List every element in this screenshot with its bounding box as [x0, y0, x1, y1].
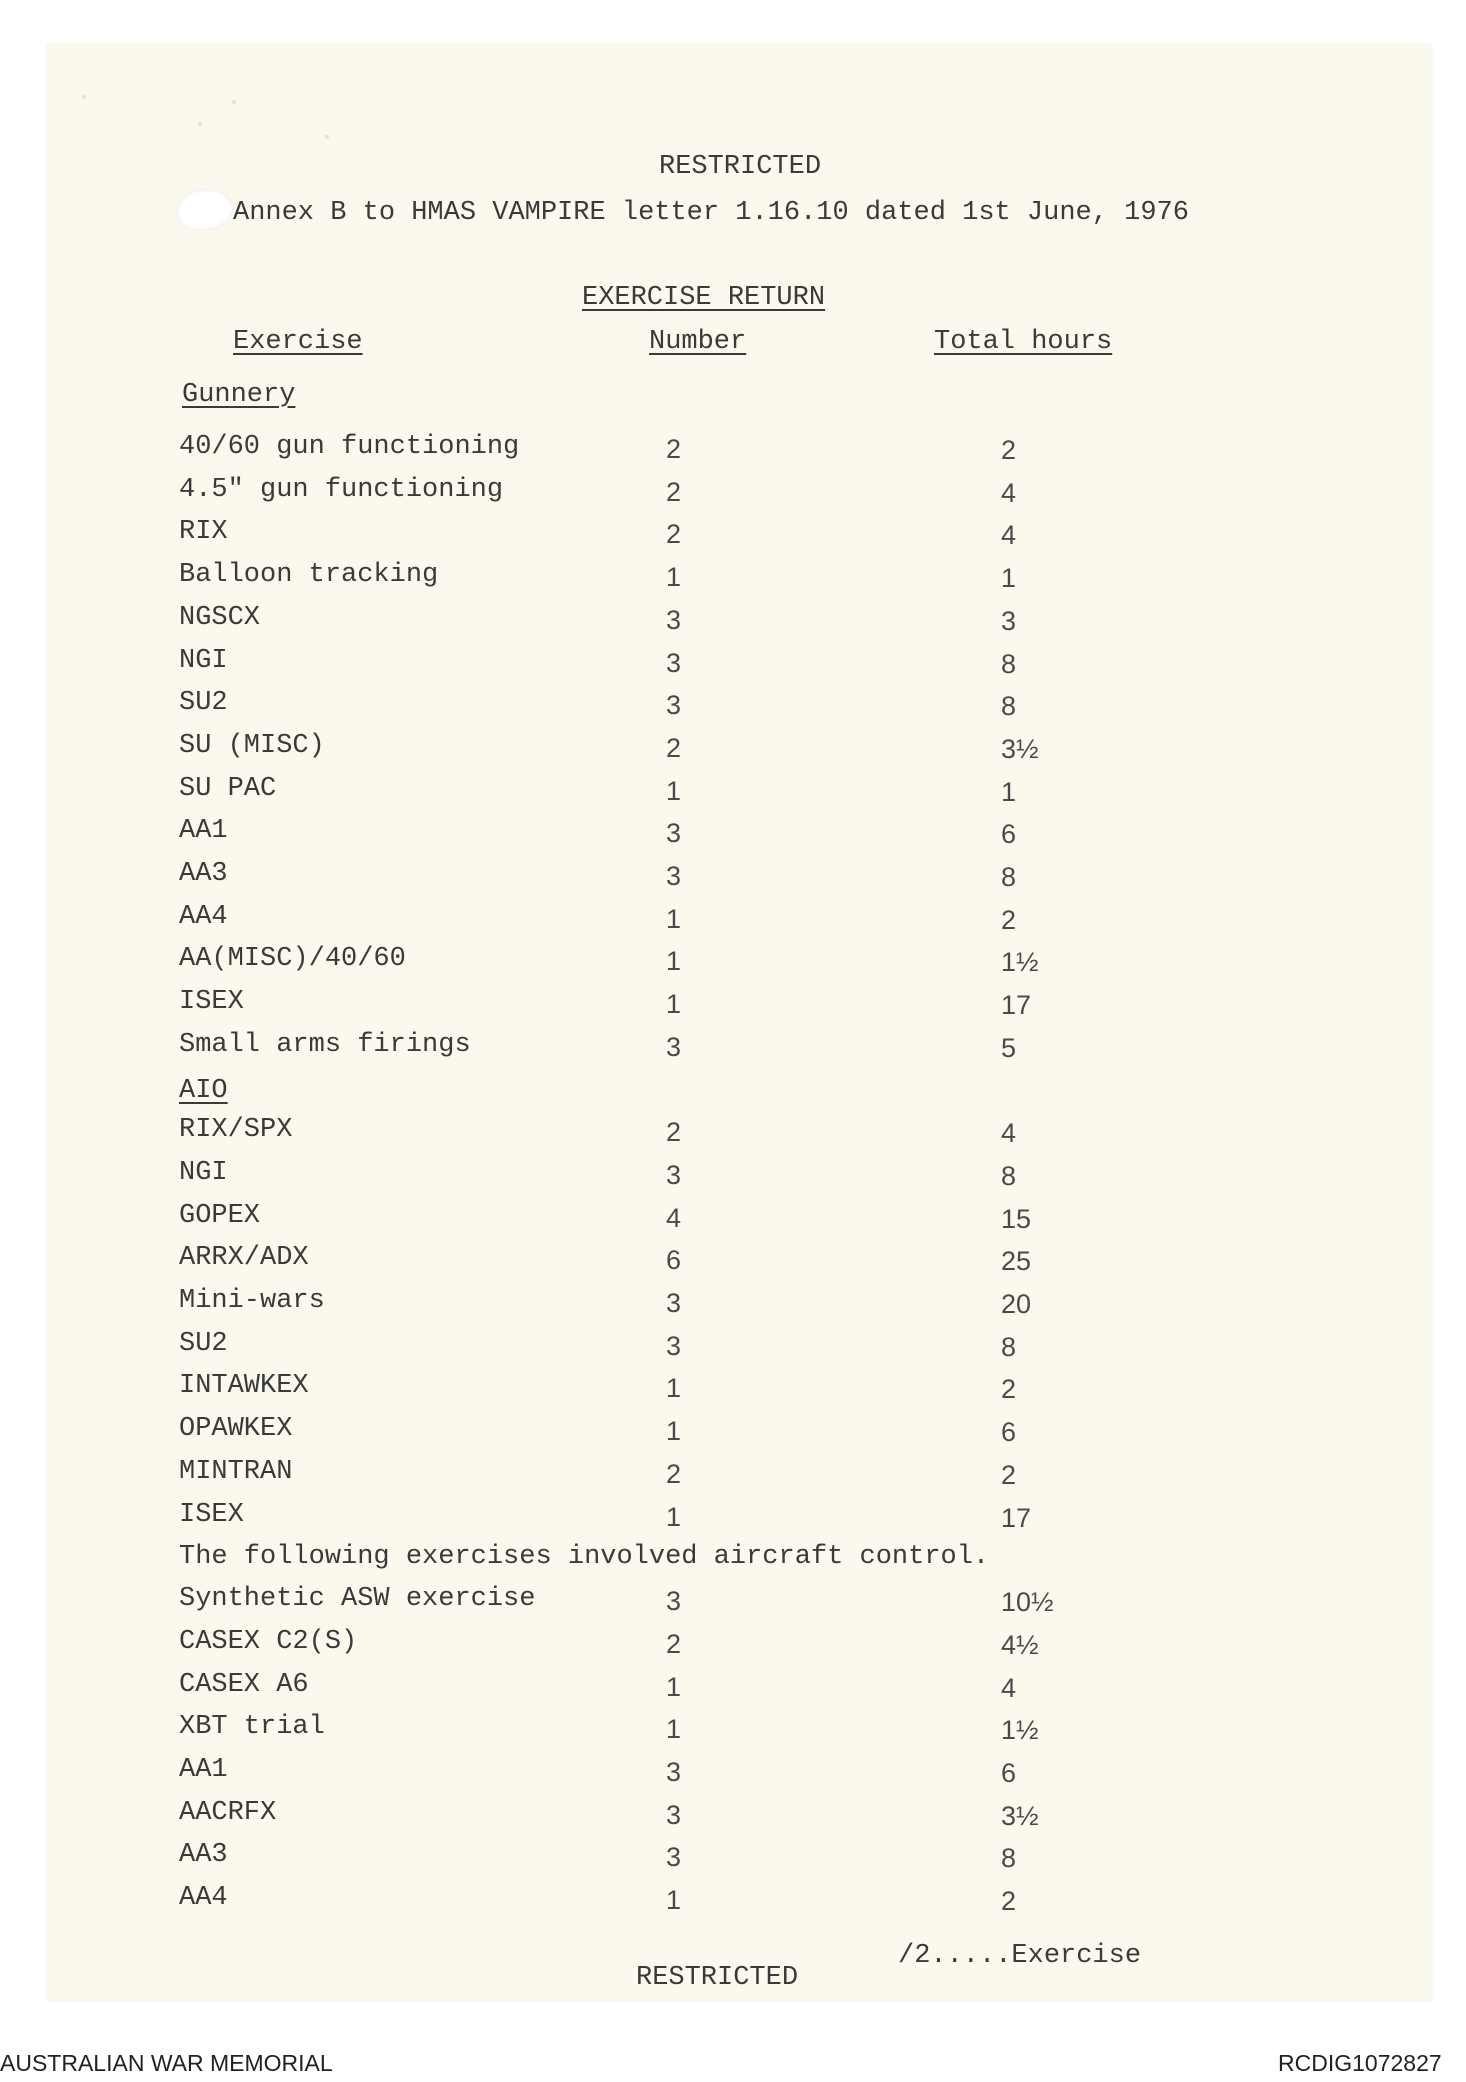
archive-footer-right: RCDIG1072827: [1278, 2050, 1442, 2076]
exercise-name: 4.5" gun functioning: [179, 475, 504, 505]
exercise-hours: 1½: [1001, 1715, 1039, 1745]
exercise-hours: 8: [1001, 1332, 1017, 1362]
exercise-number: 2: [666, 1117, 682, 1147]
exercise-name: CASEX C2(S): [179, 1627, 358, 1657]
column-header-exercise: Exercise: [233, 327, 363, 357]
exercise-name: AA3: [179, 1840, 228, 1870]
section-heading: AIO: [179, 1076, 228, 1106]
exercise-hours: 8: [1001, 862, 1017, 892]
exercise-number: 3: [666, 818, 682, 848]
exercise-number: 3: [666, 1586, 682, 1616]
exercise-name: INTAWKEX: [179, 1371, 309, 1401]
exercise-hours: 8: [1001, 691, 1017, 721]
exercise-name: AA1: [179, 1755, 228, 1785]
exercise-number: 1: [666, 1714, 682, 1744]
exercise-name: ISEX: [179, 1500, 244, 1530]
exercise-name: OPAWKEX: [179, 1414, 293, 1444]
exercise-number: 2: [666, 434, 682, 464]
punch-hole: [177, 189, 233, 231]
exercise-number: 1: [666, 1502, 682, 1532]
exercise-number: 1: [666, 904, 682, 934]
exercise-number: 3: [666, 1160, 682, 1190]
exercise-name: CASEX A6: [179, 1670, 309, 1700]
exercise-hours: 17: [1001, 990, 1032, 1020]
continuation-note: /2.....Exercise: [898, 1941, 1142, 1971]
exercise-name: GOPEX: [179, 1201, 261, 1231]
exercise-hours: 1: [1001, 563, 1017, 593]
exercise-number: 3: [666, 1800, 682, 1830]
exercise-name: Small arms firings: [179, 1030, 471, 1060]
exercise-hours: 4: [1001, 478, 1017, 508]
exercise-name: AA1: [179, 816, 228, 846]
exercise-hours: 4½: [1001, 1630, 1039, 1660]
exercise-hours: 3½: [1001, 734, 1039, 764]
exercise-name: AA4: [179, 1883, 228, 1913]
exercise-number: 6: [666, 1245, 682, 1275]
page-title: EXERCISE RETURN: [582, 283, 826, 313]
archive-footer-left: AUSTRALIAN WAR MEMORIAL: [0, 2050, 333, 2076]
exercise-hours: 17: [1001, 1503, 1032, 1533]
exercise-number: 3: [666, 1288, 682, 1318]
exercise-number: 2: [666, 519, 682, 549]
exercise-number: 2: [666, 1459, 682, 1489]
exercise-hours: 1½: [1001, 947, 1039, 977]
classification-bottom: RESTRICTED: [636, 1963, 799, 1993]
exercise-name: SU2: [179, 688, 228, 718]
exercise-hours: 2: [1001, 1886, 1017, 1916]
paper-speck: [198, 122, 202, 126]
exercise-name: RIX/SPX: [179, 1115, 293, 1145]
exercise-hours: 15: [1001, 1204, 1032, 1234]
exercise-number: 3: [666, 648, 682, 678]
exercise-number: 2: [666, 733, 682, 763]
column-header-total-hours: Total hours: [934, 327, 1113, 357]
exercise-hours: 2: [1001, 1460, 1017, 1490]
paper-speck: [232, 100, 236, 104]
exercise-hours: 6: [1001, 1758, 1017, 1788]
exercise-name: AA(MISC)/40/60: [179, 944, 406, 974]
exercise-name: AA3: [179, 859, 228, 889]
exercise-hours: 3: [1001, 606, 1017, 636]
exercise-number: 3: [666, 690, 682, 720]
paper-speck: [82, 95, 86, 99]
exercise-hours: 6: [1001, 1417, 1017, 1447]
classification-top: RESTRICTED: [659, 152, 822, 182]
exercise-number: 3: [666, 1757, 682, 1787]
exercise-name: MINTRAN: [179, 1457, 293, 1487]
exercise-hours: 8: [1001, 1843, 1017, 1873]
exercise-number: 3: [666, 605, 682, 635]
exercise-hours: 1: [1001, 777, 1017, 807]
exercise-name: SU PAC: [179, 774, 277, 804]
exercise-name: Balloon tracking: [179, 560, 439, 590]
exercise-hours: 2: [1001, 435, 1017, 465]
exercise-number: 1: [666, 1416, 682, 1446]
exercise-number: 3: [666, 1842, 682, 1872]
exercise-hours: 4: [1001, 1673, 1017, 1703]
exercise-hours: 4: [1001, 1118, 1017, 1148]
exercise-name: AACRFX: [179, 1798, 277, 1828]
section-note: The following exercises involved aircraft control.: [179, 1542, 990, 1572]
exercise-number: 2: [666, 1629, 682, 1659]
exercise-name: ARRX/ADX: [179, 1243, 309, 1273]
exercise-name: NGI: [179, 1158, 228, 1188]
exercise-hours: 2: [1001, 1374, 1017, 1404]
column-header-number: Number: [649, 327, 747, 357]
exercise-name: AA4: [179, 902, 228, 932]
exercise-name: NGSCX: [179, 603, 261, 633]
exercise-name: SU2: [179, 1329, 228, 1359]
exercise-number: 2: [666, 477, 682, 507]
exercise-name: ISEX: [179, 987, 244, 1017]
exercise-name: SU (MISC): [179, 731, 325, 761]
exercise-number: 1: [666, 562, 682, 592]
exercise-number: 3: [666, 1331, 682, 1361]
paper-speck: [325, 135, 329, 139]
exercise-hours: 4: [1001, 520, 1017, 550]
exercise-hours: 10½: [1001, 1587, 1054, 1617]
exercise-name: NGI: [179, 646, 228, 676]
exercise-name: RIX: [179, 517, 228, 547]
exercise-hours: 2: [1001, 905, 1017, 935]
exercise-hours: 8: [1001, 1161, 1017, 1191]
annex-line: Annex B to HMAS VAMPIRE letter 1.16.10 dated 1st June, 1976: [233, 198, 1189, 228]
exercise-name: 40/60 gun functioning: [179, 432, 520, 462]
exercise-hours: 8: [1001, 649, 1017, 679]
exercise-name: Synthetic ASW exercise: [179, 1584, 536, 1614]
section-heading: Gunnery: [182, 380, 296, 410]
exercise-number: 1: [666, 989, 682, 1019]
exercise-number: 1: [666, 946, 682, 976]
exercise-number: 3: [666, 861, 682, 891]
exercise-number: 4: [666, 1203, 682, 1233]
exercise-number: 1: [666, 1373, 682, 1403]
exercise-name: XBT trial: [179, 1712, 325, 1742]
exercise-name: Mini-wars: [179, 1286, 325, 1316]
exercise-hours: 6: [1001, 819, 1017, 849]
exercise-hours: 25: [1001, 1246, 1032, 1276]
exercise-hours: 5: [1001, 1033, 1017, 1063]
exercise-number: 3: [666, 1032, 682, 1062]
exercise-number: 1: [666, 776, 682, 806]
exercise-hours: 3½: [1001, 1801, 1039, 1831]
exercise-hours: 20: [1001, 1289, 1032, 1319]
exercise-number: 1: [666, 1672, 682, 1702]
exercise-number: 1: [666, 1885, 682, 1915]
